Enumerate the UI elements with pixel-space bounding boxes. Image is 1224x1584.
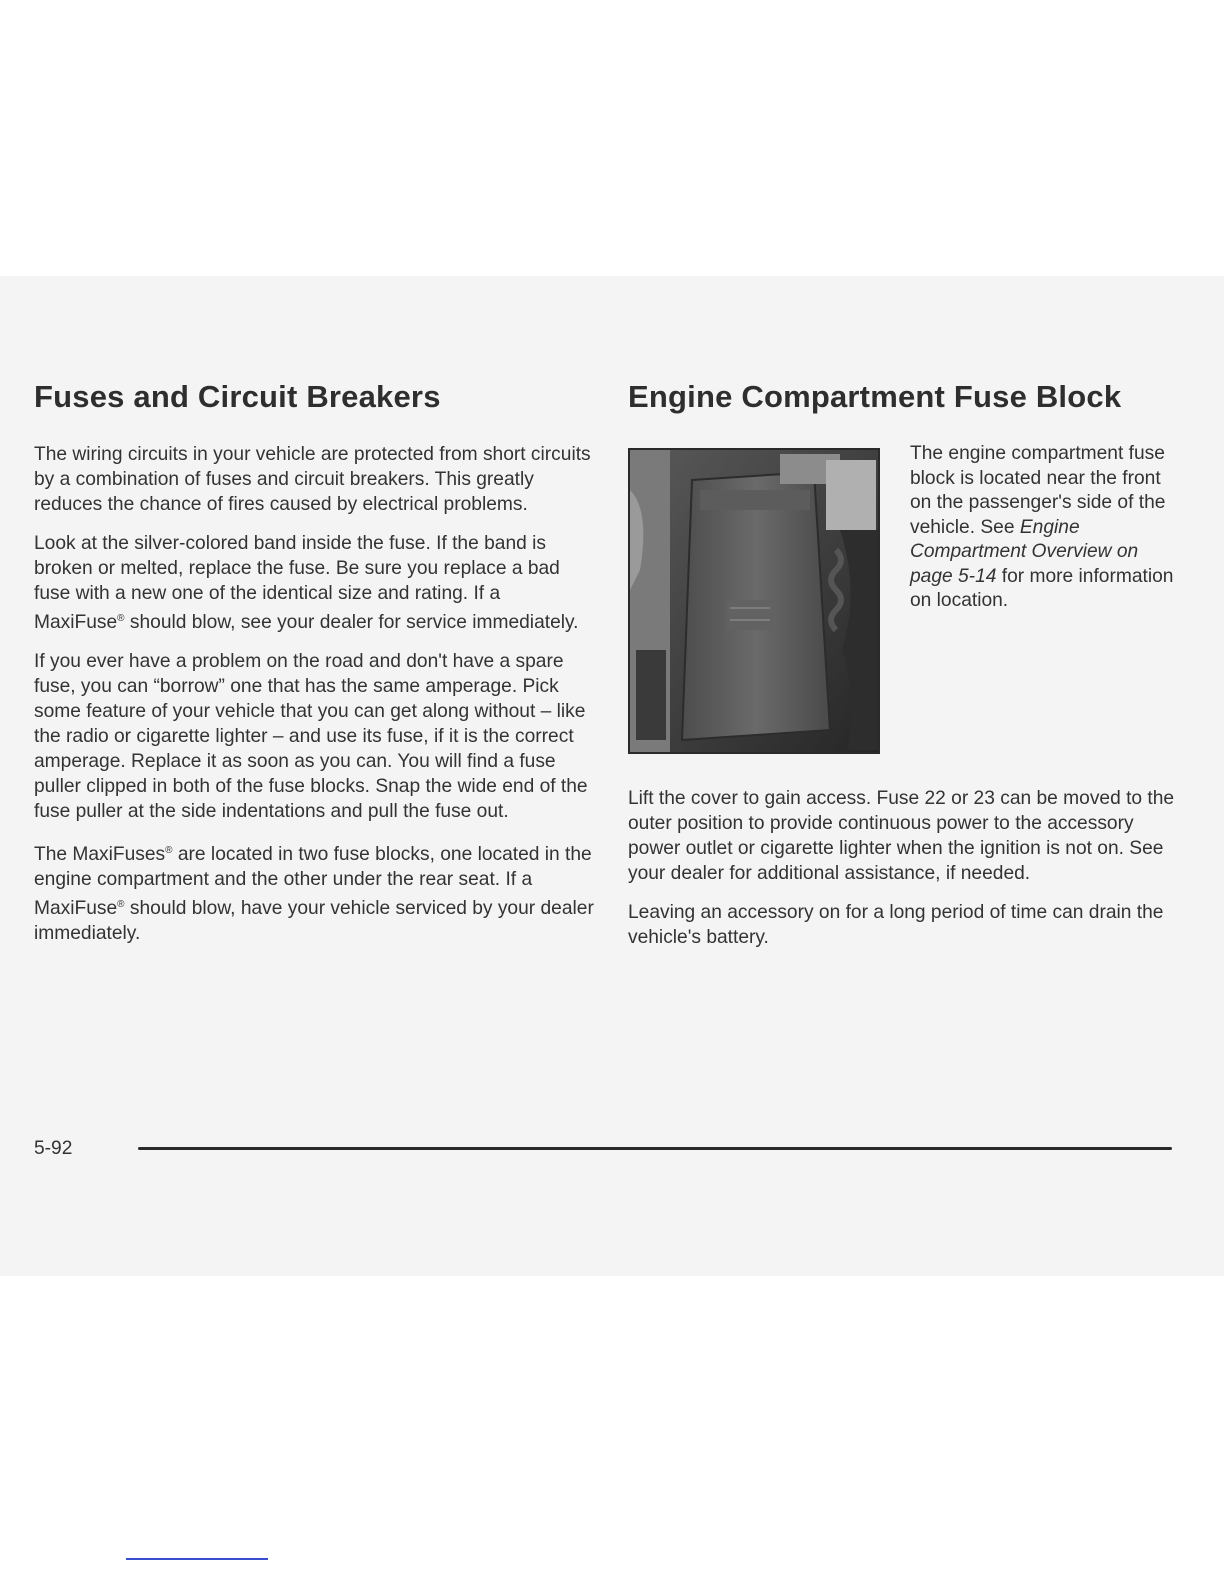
bottom-underline: [126, 1558, 268, 1560]
engine-overview-reference: Engine Compartment Overview on page 5-14: [910, 516, 1139, 587]
fuse-block-illustration: [630, 450, 878, 752]
paragraph-battery-drain: Leaving an accessory on for a long period of time can drain the vehicle's battery.: [628, 902, 1164, 948]
page-number: 5-92: [34, 1138, 73, 1159]
paragraph-silver-band: [34, 531, 594, 635]
paragraph-borrow-fuse: If you ever have a problem on the road and don't have a spare fuse, you can “borrow” one that has the same amperage. Pick some feature of your vehicle that you can get along without – like the radio or cigarette lighter – and use its fuse, if it is the correct amperage. Replace it as soon as you can. You will find a fuse puller clipped in both of the fuse blocks. Snap the wide end of the fuse puller at the side indentations and pull the fuse out.: [34, 651, 588, 822]
maxifuses-text-c: should blow, have your vehicle serviced by your dealer immediately.: [34, 898, 594, 944]
paragraph-lift-cover: Lift the cover to gain access. Fuse 22 or 23 can be moved to the outer position to provide continuous power to the accessory power outlet or cigarette lighter when the ignition is not on. See your dealer for additional assistance, if needed.: [628, 788, 1175, 884]
fuse-block-photo: [628, 448, 880, 754]
paragraph-maxifuses: [34, 838, 594, 946]
fuse-block-location-text: [910, 442, 1180, 614]
location-text-plain: The engine compartment fuse block is located near the front on the passenger's side of the vehicle. See: [910, 443, 1166, 538]
maxifuses-text-b: are located in two fuse blocks, one located in the engine compartment and the other under the rear seat. If a MaxiFuse: [34, 844, 592, 919]
registered-mark: ®: [117, 613, 125, 624]
silver-band-text-a: Look at the silver-colored band inside the fuse. If the band is broken or melted, replace the fuse. Be sure you replace a bad fuse with a new one of the identical size and rating. If a MaxiFuse: [34, 533, 560, 633]
footer-rule: [138, 1147, 1172, 1150]
paragraph-fuse-protection: The wiring circuits in your vehicle are protected from short circuits by a combination of fuses and circuit breakers. This greatly reduces the chance of fires caused by electrical problems.: [34, 444, 591, 515]
right-column: [628, 378, 1188, 964]
fuses-section-title: Fuses and Circuit Breakers: [34, 379, 441, 414]
registered-mark: ®: [117, 899, 125, 910]
maxifuses-text-a: The MaxiFuses: [34, 844, 166, 865]
registered-mark: ®: [165, 845, 173, 856]
left-column: [34, 378, 594, 960]
engine-fuse-block-title: Engine Compartment Fuse Block: [628, 379, 1122, 414]
silver-band-text-b: should blow, see your dealer for service immediately.: [124, 612, 579, 633]
figure-row: [628, 442, 1188, 754]
location-text-end: for more information on location.: [910, 565, 1174, 611]
